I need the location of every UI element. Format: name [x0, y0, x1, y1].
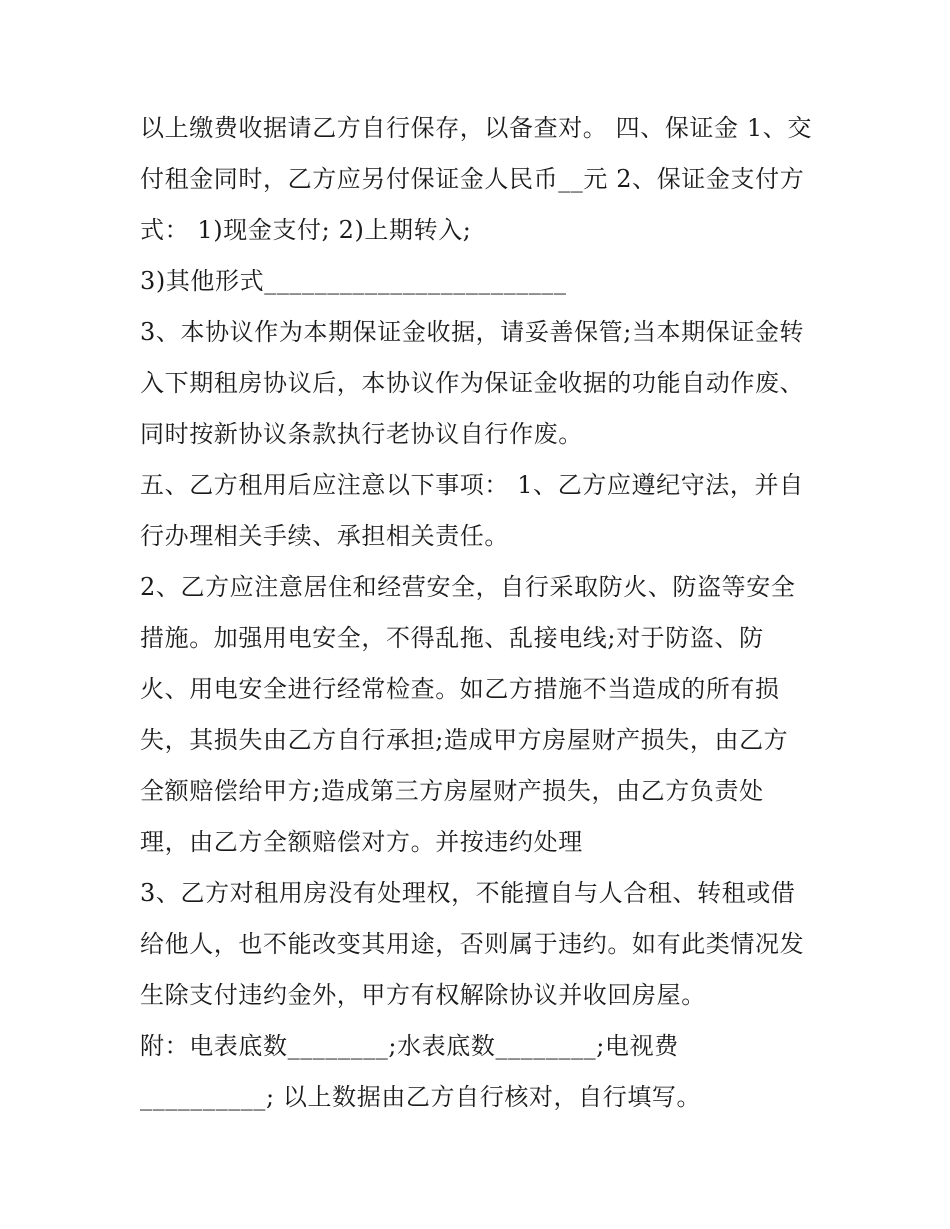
text-line: 行办理相关手续、承担相关责任。	[140, 522, 509, 550]
text-line: 附：电表底数________;水表底数________;电视费	[140, 1032, 679, 1060]
text-line: 五、乙方租用后应注意以下事项： 1、乙方应遵纪守法，并自	[140, 471, 804, 499]
text-line: 3)其他形式________________________	[140, 267, 567, 295]
text-line: 以上缴费收据请乙方自行保存，以备查对。 四、保证金 1、交	[140, 114, 812, 142]
text-line: 生除支付违约金外，甲方有权解除协议并收回房屋。	[140, 981, 706, 1009]
document-body	[140, 103, 820, 1123]
text-line: 式： 1)现金支付; 2)上期转入;	[140, 216, 472, 244]
text-line: 全额赔偿给甲方;造成第三方房屋财产损失，由乙方负责处	[140, 777, 764, 805]
text-line: 同时按新协议条款执行老协议自行作废。	[140, 420, 583, 448]
text-line: 措施。加强用电安全，不得乱拖、乱接电线;对于防盗、防	[140, 624, 764, 652]
text-line: __________; 以上数据由乙方自行核对，自行填写。	[140, 1083, 702, 1111]
text-line: 理，由乙方全额赔偿对方。并按违约处理	[140, 828, 583, 856]
text-line: 火、用电安全进行经常检查。如乙方措施不当造成的所有损	[140, 675, 780, 703]
text-line: 给他人，也不能改变其用途，否则属于违约。如有此类情况发	[140, 930, 805, 958]
text-line: 2、乙方应注意居住和经营安全，自行采取防火、防盗等安全	[140, 573, 796, 601]
text-line: 失，其损失由乙方自行承担;造成甲方房屋财产损失，由乙方	[140, 726, 789, 754]
text-line: 入下期租房协议后，本协议作为保证金收据的功能自动作废、	[140, 369, 805, 397]
text-line: 3、本协议作为本期保证金收据，请妥善保管;当本期保证金转	[140, 318, 805, 346]
text-line: 3、乙方对租用房没有处理权，不能擅自与人合租、转租或借	[140, 879, 796, 907]
text-line: 付租金同时，乙方应另付保证金人民币__元 2、保证金支付方	[140, 165, 805, 193]
